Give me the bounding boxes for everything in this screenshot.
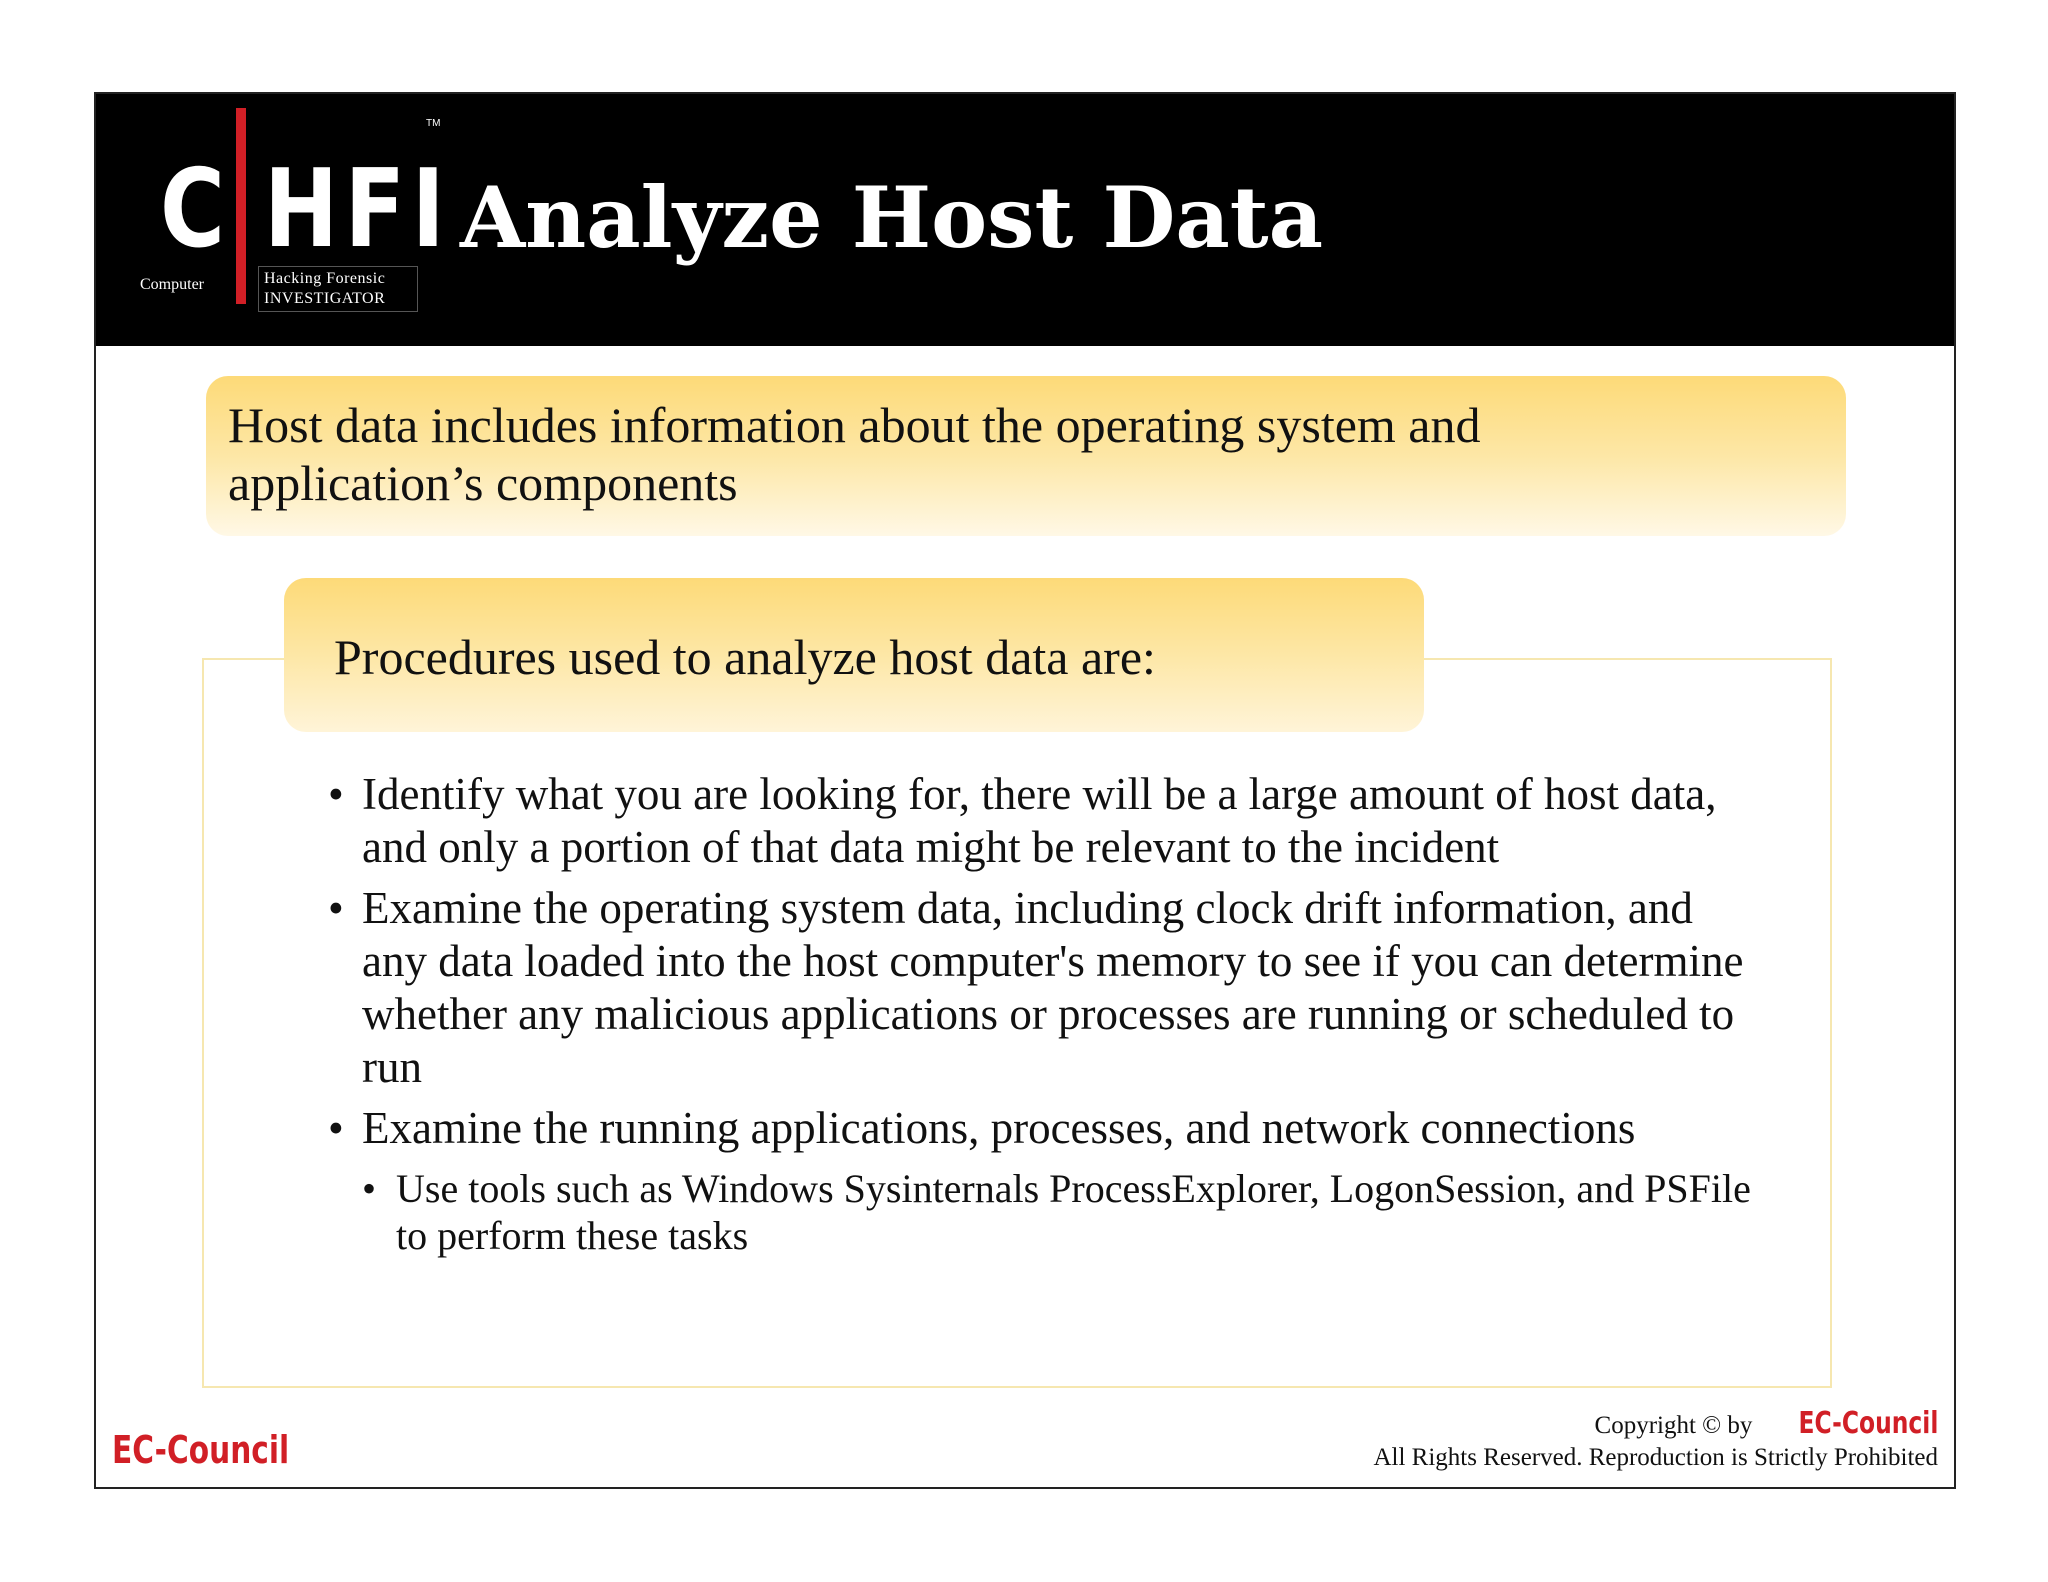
rights-reserved: All Rights Reserved. Reproduction is Strictly Prohibited bbox=[1373, 1444, 1938, 1471]
copyright-brand-logo: EC-Council bbox=[1798, 1406, 1938, 1441]
list-item bbox=[328, 1102, 1768, 1259]
procedures-list bbox=[328, 768, 1768, 1267]
page-title: Analyze Host Data bbox=[460, 168, 1324, 267]
logo-computer-label: Computer bbox=[140, 276, 204, 293]
sub-list bbox=[362, 1165, 1768, 1259]
intro-line-2: application’s components bbox=[228, 455, 738, 511]
list-item: • Identify what you are looking for, there will be a large amount of host data, and only a portion of that data might be relevant to the incident bbox=[328, 768, 1768, 874]
sub-list-item: • Use tools such as Windows Sysinternals ProcessExplorer, LogonSession, and PSFile to perform these tasks bbox=[362, 1165, 1768, 1259]
copyright-line bbox=[1373, 1408, 1938, 1442]
list-item-text: Examine the running applications, processes, and network connections bbox=[362, 1103, 1636, 1153]
procedures-heading-callout bbox=[284, 578, 1424, 732]
copyright-prefix: Copyright © by bbox=[1594, 1412, 1753, 1439]
intro-line-1: Host data includes information about the operating system and bbox=[228, 397, 1481, 453]
logo-letter-c: C bbox=[160, 147, 225, 272]
header-bar bbox=[96, 94, 1954, 346]
list-item: • Examine the operating system data, including clock drift information, and any data loaded into the host computer's memory to see if you can determine whether any malicious applications or processes are running or scheduled to run bbox=[328, 882, 1768, 1094]
logo-trademark: TM bbox=[426, 118, 441, 129]
logo-hacking-forensic-label: Hacking Forensic bbox=[264, 270, 386, 287]
slide bbox=[94, 92, 1956, 1489]
logo-letters-hfi: HFI bbox=[264, 147, 452, 272]
logo-investigator-label: INVESTIGATOR bbox=[264, 290, 386, 307]
chfi-logo bbox=[140, 108, 460, 328]
intro-callout bbox=[206, 376, 1846, 536]
ec-council-logo: EC-Council bbox=[112, 1428, 290, 1472]
procedures-heading: Procedures used to analyze host data are: bbox=[334, 629, 1156, 685]
copyright-notice bbox=[1373, 1408, 1938, 1474]
logo-red-bar bbox=[236, 108, 246, 304]
